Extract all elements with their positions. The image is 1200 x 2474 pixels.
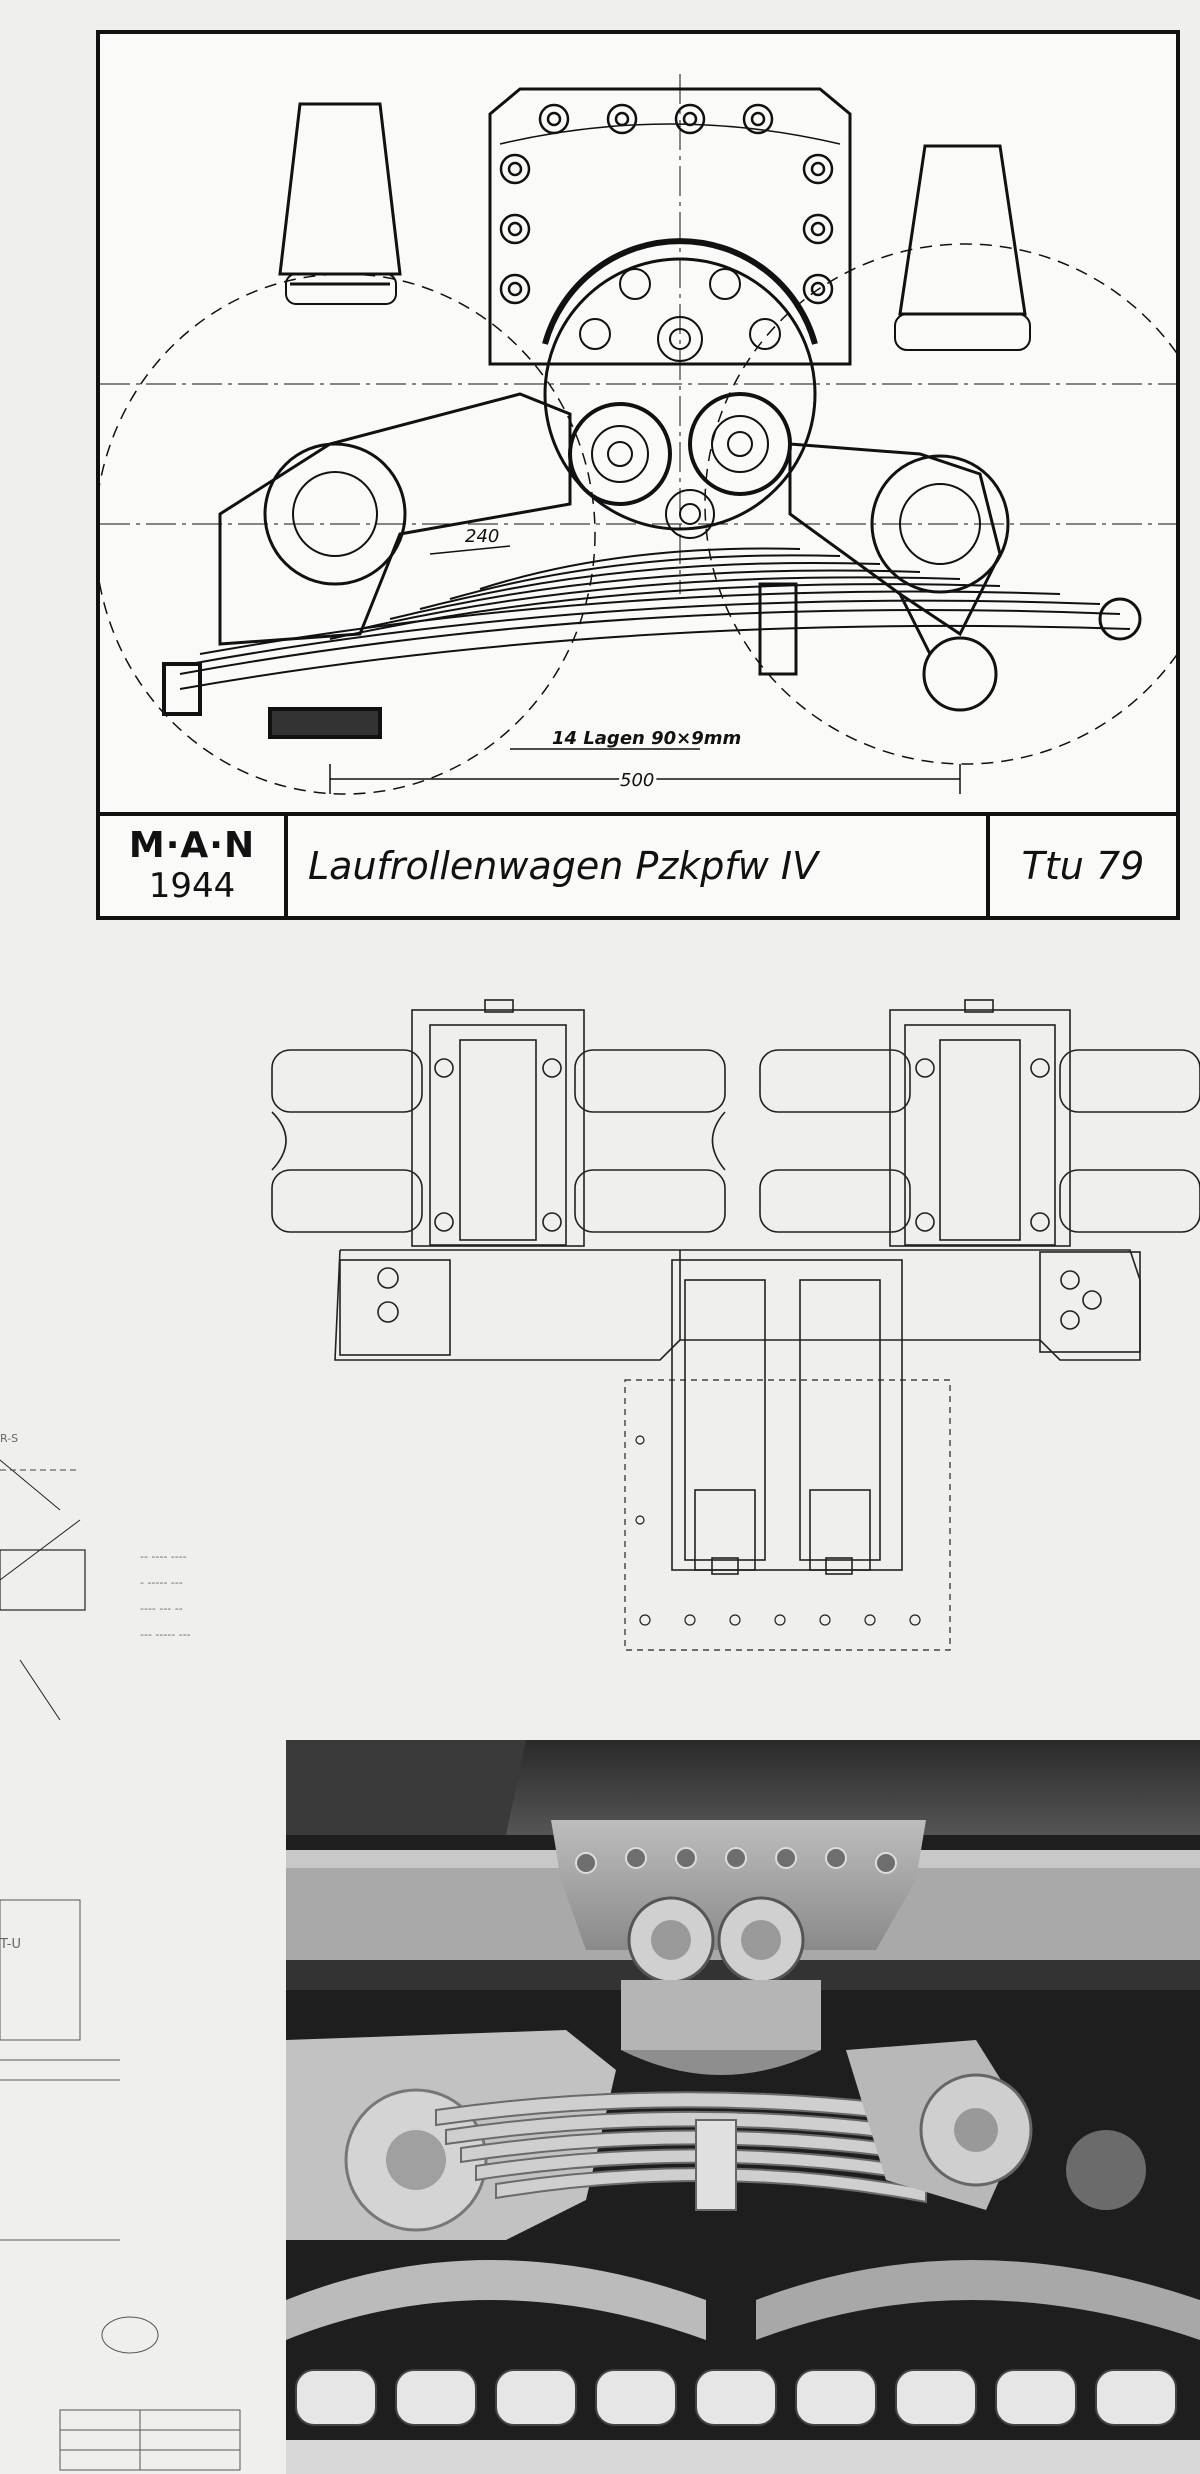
drawing-year: 1944 [148,866,236,906]
title-block [100,812,1176,916]
man-logo: M·A·N [128,825,256,866]
section-label-tu: T-U [0,1937,21,1952]
bogie-suspension-photo [286,1740,1200,2474]
dimension-240: 240 [465,526,500,547]
section-label-rs: R-S [0,1432,19,1445]
manufacturer-block [100,816,288,916]
svg-text:-- ---- ----: -- ---- ---- [140,1550,187,1563]
dimension-500: 500 [620,770,655,791]
adjacent-sheet-fragment [0,1720,260,2474]
svg-text:- ----- ---: - ----- --- [140,1576,183,1589]
svg-text:---- --- --: ---- --- -- [140,1602,183,1615]
drawing-title: Laufrollenwagen Pzkpfw IV [288,816,990,916]
bogie-plan-view-drawing [0,960,1200,1720]
svg-text:--- ----- ---: --- ----- --- [140,1628,191,1641]
drawing-code: Ttu 79 [1021,844,1145,888]
drawing-sheet [96,30,1180,920]
leaf-spring-note: 14 Lagen 90×9mm [552,728,742,749]
bogie-side-view-drawing [100,34,1176,812]
